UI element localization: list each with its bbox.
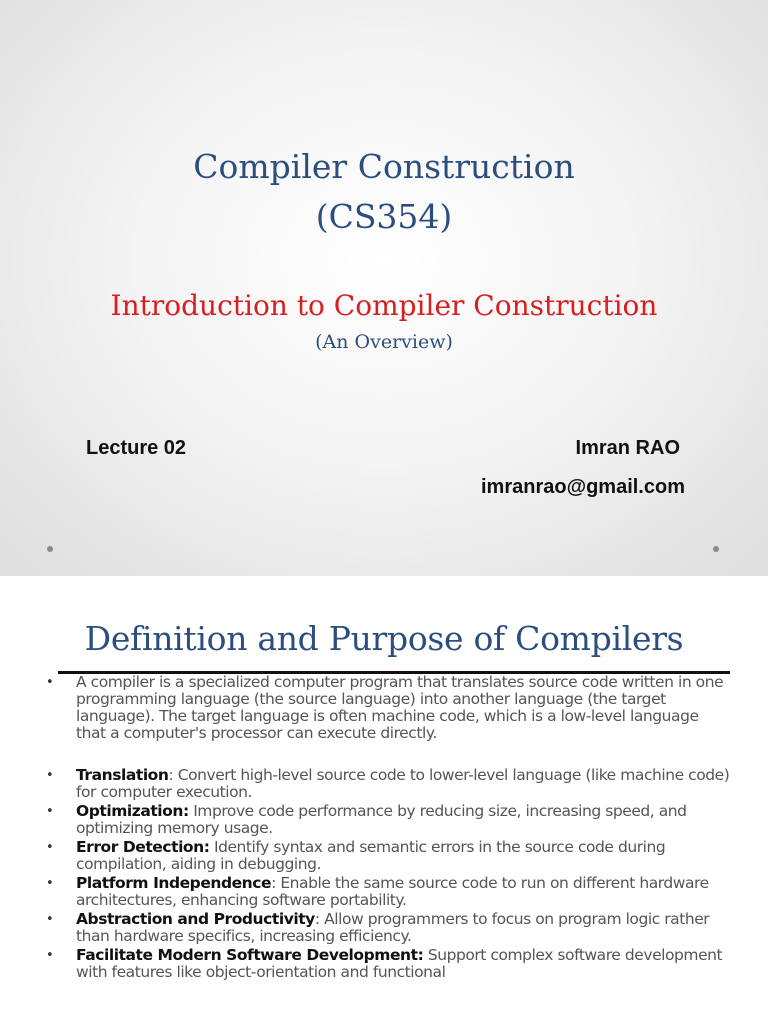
point-text: Support complex software development with features like object-orientation and functional (76, 946, 723, 981)
bullet-icon: • (46, 804, 54, 819)
lecture-topic: Introduction to Compiler Construction (110, 289, 658, 322)
decorative-dot-left (47, 546, 53, 552)
course-title: Compiler Construction (193, 147, 575, 186)
bullet-icon: • (46, 912, 54, 927)
definition-slide (0, 576, 768, 1024)
point-term: Optimization: (76, 802, 189, 820)
point-term: Platform Independence (76, 874, 272, 892)
decorative-dot-right (713, 546, 719, 552)
topic-note: (An Overview) (315, 331, 453, 353)
point-text: Identify syntax and semantic errors in the source code during compilation, aiding in debugging. (76, 838, 666, 873)
point-text: Convert high-level source code to lower-level language (like machine code) for computer execution. (76, 766, 730, 801)
list-item (0, 674, 768, 742)
slide-title: Definition and Purpose of Compilers (84, 619, 684, 658)
point-separator: : (314, 910, 325, 928)
list-item (0, 911, 768, 945)
point-separator: : (271, 874, 281, 892)
point-term: Abstraction and Productivity (76, 910, 315, 928)
list-item (0, 875, 768, 909)
point-text: Improve code performance by reducing size, increasing speed, and optimizing memory usage. (76, 802, 687, 837)
author-name: Imran RAO (575, 437, 680, 459)
author-email: imranrao@gmail.com (480, 476, 685, 498)
point-term: Facilitate Modern Software Development: (76, 946, 424, 964)
bullet-icon: • (46, 840, 54, 855)
bullet-icon: • (46, 876, 54, 891)
list-item (0, 803, 768, 837)
list-item (0, 767, 768, 801)
lecture-number: Lecture 02 (86, 437, 187, 459)
bullet-icon: • (46, 948, 54, 963)
point-term: Error Detection: (76, 838, 210, 856)
point-term: Translation (76, 766, 169, 784)
point-text: Allow programmers to focus on program logic rather than hardware specifics, increasing efficiency. (76, 910, 710, 945)
point-text: Enable the same source code to run on different hardware architectures, enhancing software portability. (76, 874, 709, 909)
intro-text: A compiler is a specialized computer program that translates source code written in one programming language (the source language) into another language (the target language). The target language is often machine code, which is a low-level language that a computer's processor can execute directly. (76, 673, 724, 742)
bullet-icon: • (46, 675, 54, 690)
point-separator: : (168, 766, 178, 784)
course-code: (CS354) (315, 197, 453, 236)
list-item (0, 947, 768, 981)
bullet-list (0, 674, 768, 983)
bullet-icon: • (46, 768, 54, 783)
list-item (0, 839, 768, 873)
